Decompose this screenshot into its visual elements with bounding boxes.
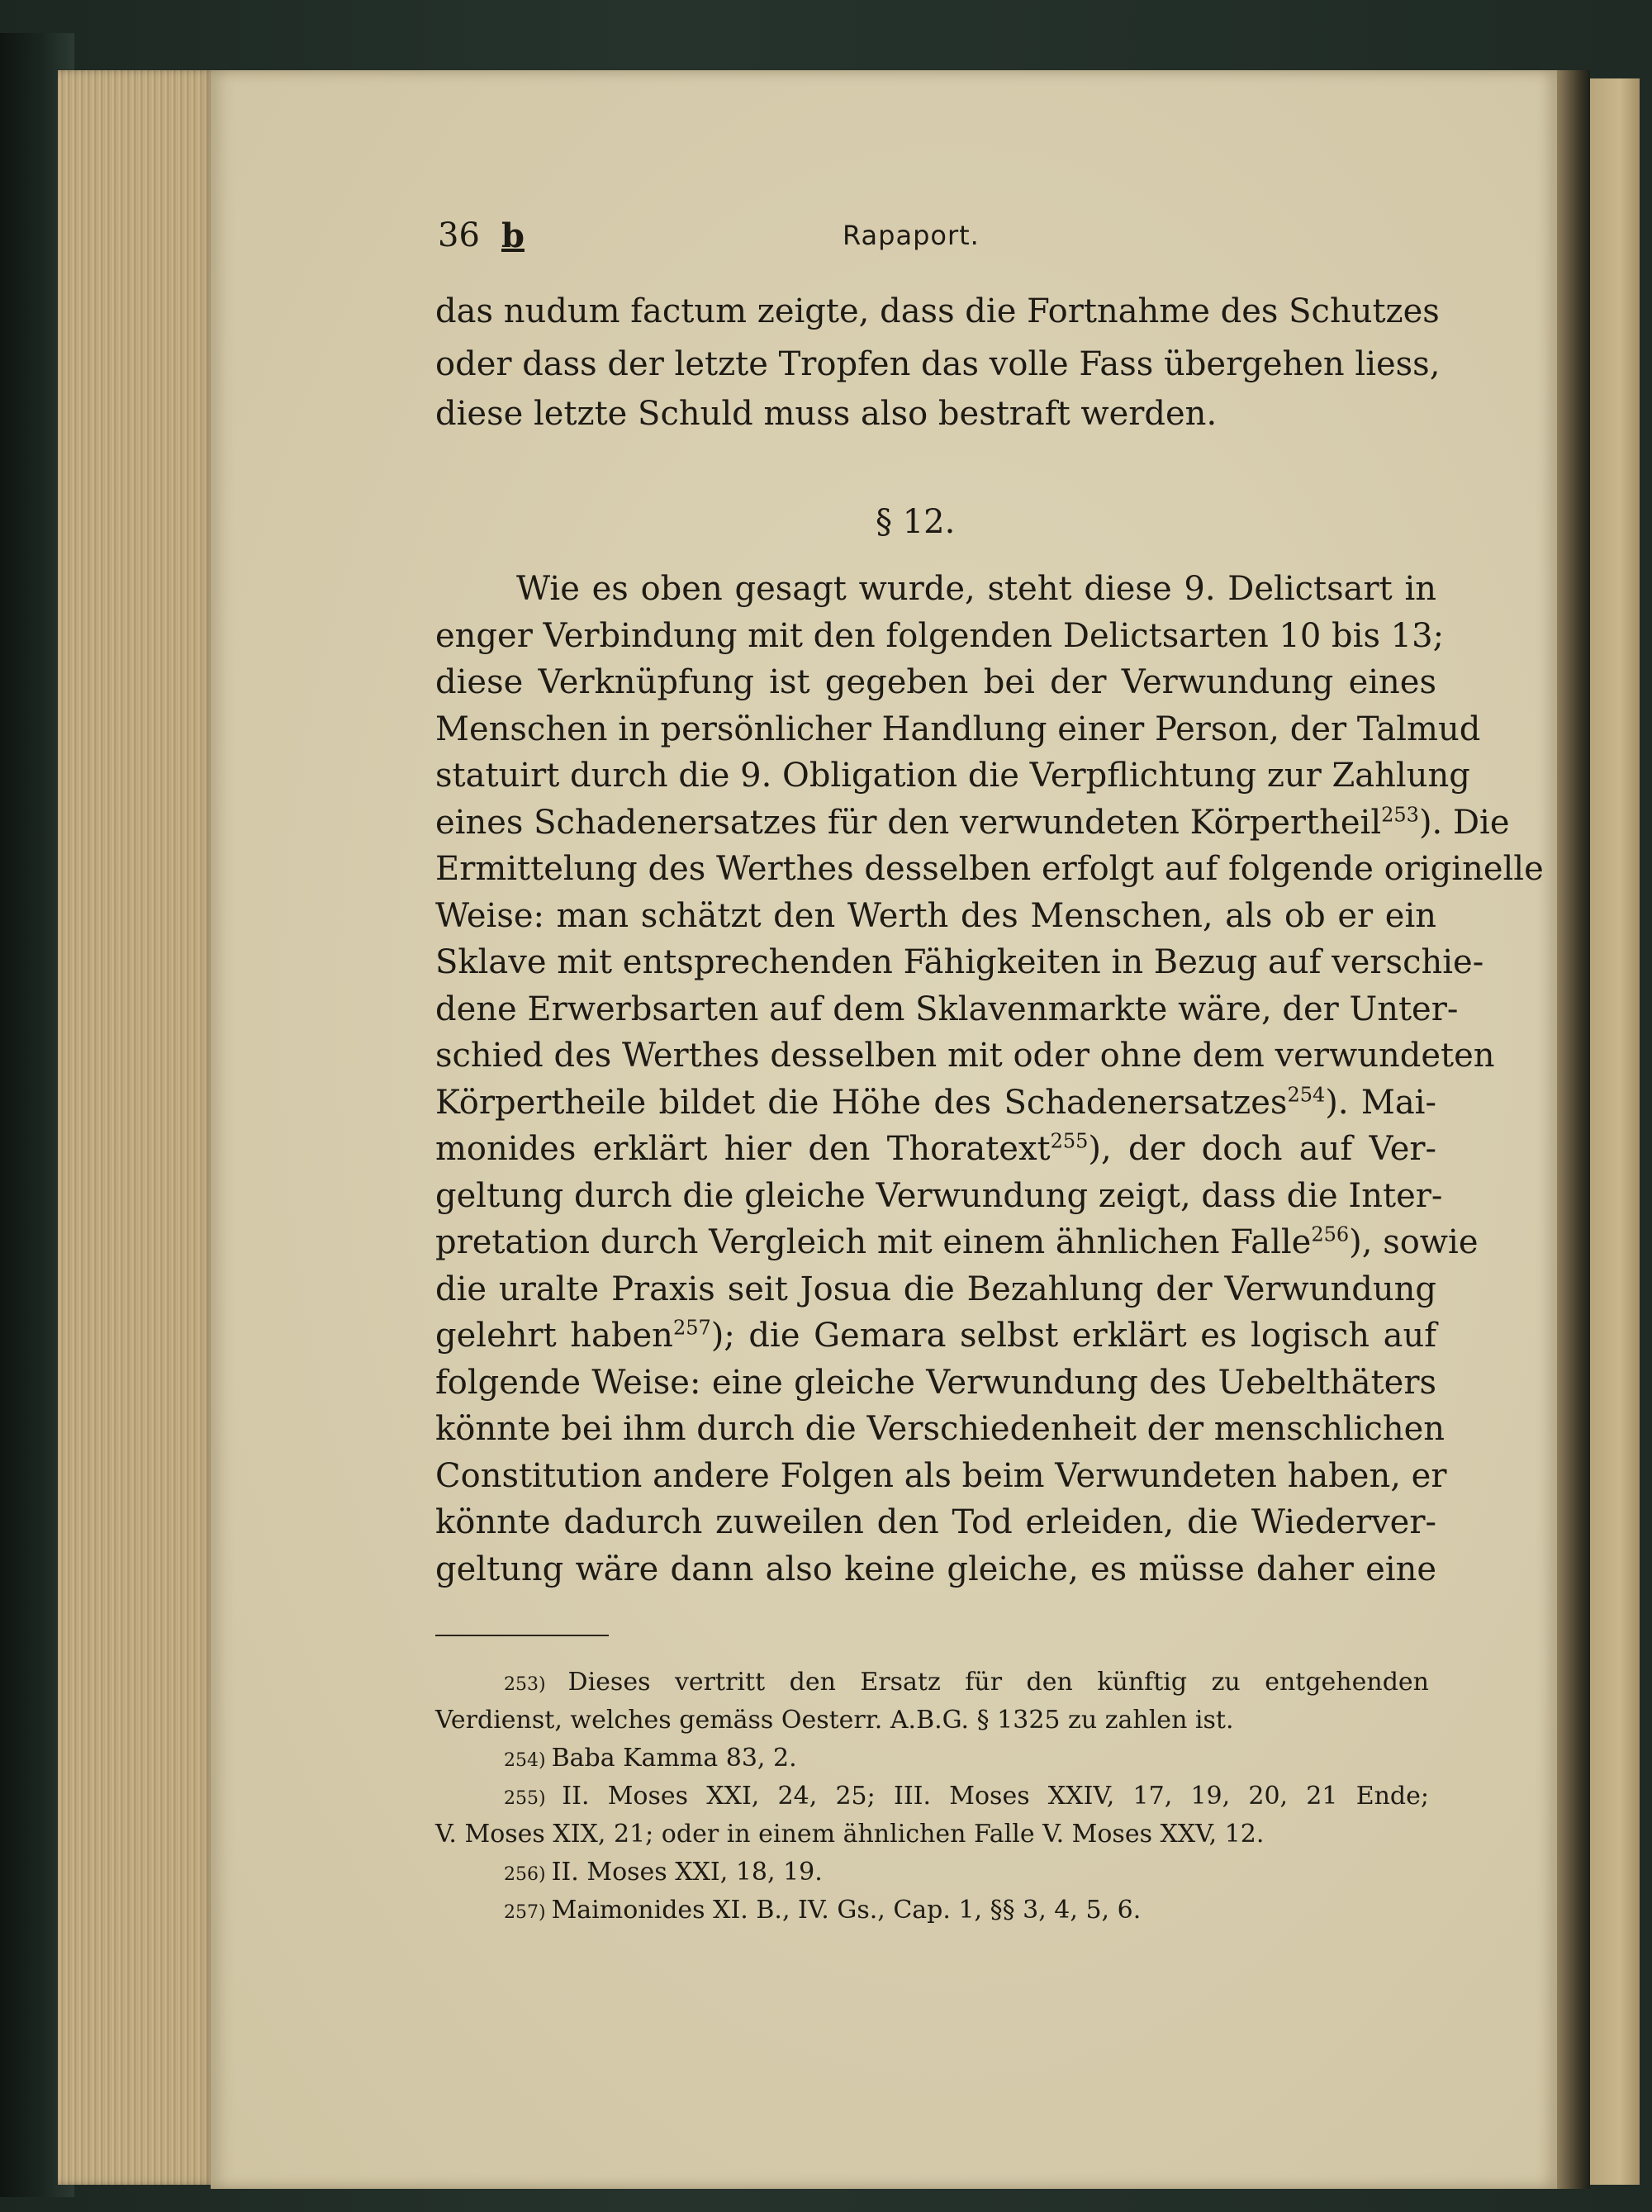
running-head: Rapaport. bbox=[843, 220, 980, 251]
footnote-rule bbox=[435, 1635, 609, 1636]
marginal-mark: b bbox=[501, 216, 525, 255]
body-line: schied des Werthes desselben mit oder ohne dem verwundeten bbox=[435, 1037, 1495, 1075]
footnote-ref: 256 bbox=[1311, 1222, 1350, 1246]
section-heading: § 12. bbox=[876, 503, 956, 541]
footnote-mark: 256) bbox=[504, 1864, 552, 1885]
footnote-mark: 253) bbox=[504, 1674, 568, 1695]
body-line: geltung durch die gleiche Verwundung zeigt, dass die Inter- bbox=[435, 1176, 1443, 1215]
body-line: Constitution andere Folgen als beim Verwundeten haben, er bbox=[435, 1456, 1447, 1495]
footnote-line: 257) Maimonides XI. B., IV. Gs., Cap. 1, §§ 3, 4, 5, 6. bbox=[504, 1896, 1142, 1925]
footnote-line: 255) II. Moses XXI, 24, 25; III. Moses XXIV, 17, 19, 20, 21 Ende; bbox=[504, 1782, 1429, 1811]
body-line: das nudum factum zeigte, dass die Fortnahme des Schutzes bbox=[435, 292, 1440, 330]
footnote-mark: 257) bbox=[504, 1902, 552, 1923]
body-line: monides erklärt hier den Thoratext$^{255}$), der doch auf Ver- bbox=[435, 1129, 1436, 1168]
footnote-mark: 255) bbox=[504, 1788, 563, 1809]
body-line: diese letzte Schuld muss also bestraft werden. bbox=[435, 395, 1218, 433]
footnote-ref: 254 bbox=[1287, 1083, 1326, 1107]
page-edges bbox=[58, 70, 215, 2185]
body-line: Wie es oben gesagt wurde, steht diese 9. Delictsart in bbox=[516, 570, 1436, 608]
footnote-line: V. Moses XIX, 21; oder in einem ähnlichen Falle V. Moses XXV, 12. bbox=[435, 1820, 1265, 1849]
body-line: pretation durch Vergleich mit einem ähnlichen Falle$^{256}$), sowie bbox=[435, 1222, 1479, 1261]
body-line: statuirt durch die 9. Obligation die Verpflichtung zur Zahlung bbox=[435, 757, 1470, 795]
footnote-ref: 257 bbox=[672, 1316, 711, 1340]
page-number: 36 bbox=[438, 216, 480, 254]
body-line: dene Erwerbsarten auf dem Sklavenmarkte wäre, der Unter- bbox=[435, 990, 1459, 1028]
body-line: könnte bei ihm durch die Verschiedenheit der menschlichen bbox=[435, 1410, 1446, 1448]
body-line: könnte dadurch zuweilen den Tod erleiden, die Wiederver- bbox=[435, 1503, 1436, 1541]
book-gutter bbox=[1557, 70, 1590, 2189]
footnote-line: 254) Baba Kamma 83, 2. bbox=[504, 1744, 797, 1773]
footnote-ref: 253 bbox=[1381, 803, 1419, 827]
body-line: gelehrt haben$^{257}$); die Gemara selbst erklärt es logisch auf bbox=[435, 1316, 1437, 1355]
body-line: enger Verbindung mit den folgenden Delictsarten 10 bis 13; bbox=[435, 616, 1445, 655]
body-line: Weise: man schätzt den Werth des Menschen, als ob er ein bbox=[435, 896, 1436, 935]
body-line: diese Verknüpfung ist gegeben bei der Verwundung eines bbox=[435, 663, 1436, 701]
body-line: Körpertheile bildet die Höhe des Schadenersatzes$^{254}$). Mai- bbox=[435, 1083, 1436, 1122]
facing-page-edge bbox=[1590, 78, 1640, 2185]
body-line: geltung wäre dann also keine gleiche, es müsse daher eine bbox=[435, 1550, 1436, 1588]
body-line: Ermittelung des Werthes desselben erfolgt auf folgende originelle bbox=[435, 850, 1544, 888]
body-line: eines Schadenersatzes für den verwundeten Körpertheil$^{253}$). Die bbox=[435, 803, 1510, 842]
footnote-line: 256) II. Moses XXI, 18, 19. bbox=[504, 1858, 823, 1887]
body-line: die uralte Praxis seit Josua die Bezahlung der Verwundung bbox=[435, 1270, 1436, 1308]
body-line: oder dass der letzte Tropfen das volle Fass übergehen liess, bbox=[435, 345, 1441, 383]
footnote-mark: 254) bbox=[504, 1750, 552, 1771]
body-line: Sklave mit entsprechenden Fähigkeiten in Bezug auf verschie- bbox=[435, 943, 1484, 981]
body-line: folgende Weise: eine gleiche Verwundung des Uebelthäters bbox=[435, 1363, 1436, 1402]
footnote-line: 253) Dieses vertritt den Ersatz für den künftig zu entgehenden bbox=[504, 1668, 1429, 1697]
footnote-ref: 255 bbox=[1050, 1129, 1089, 1153]
footnote-line: Verdienst, welches gemäss Oesterr. A.B.G. § 1325 zu zahlen ist. bbox=[435, 1706, 1234, 1735]
body-line: Menschen in persönlicher Handlung einer Person, der Talmud bbox=[435, 710, 1481, 748]
